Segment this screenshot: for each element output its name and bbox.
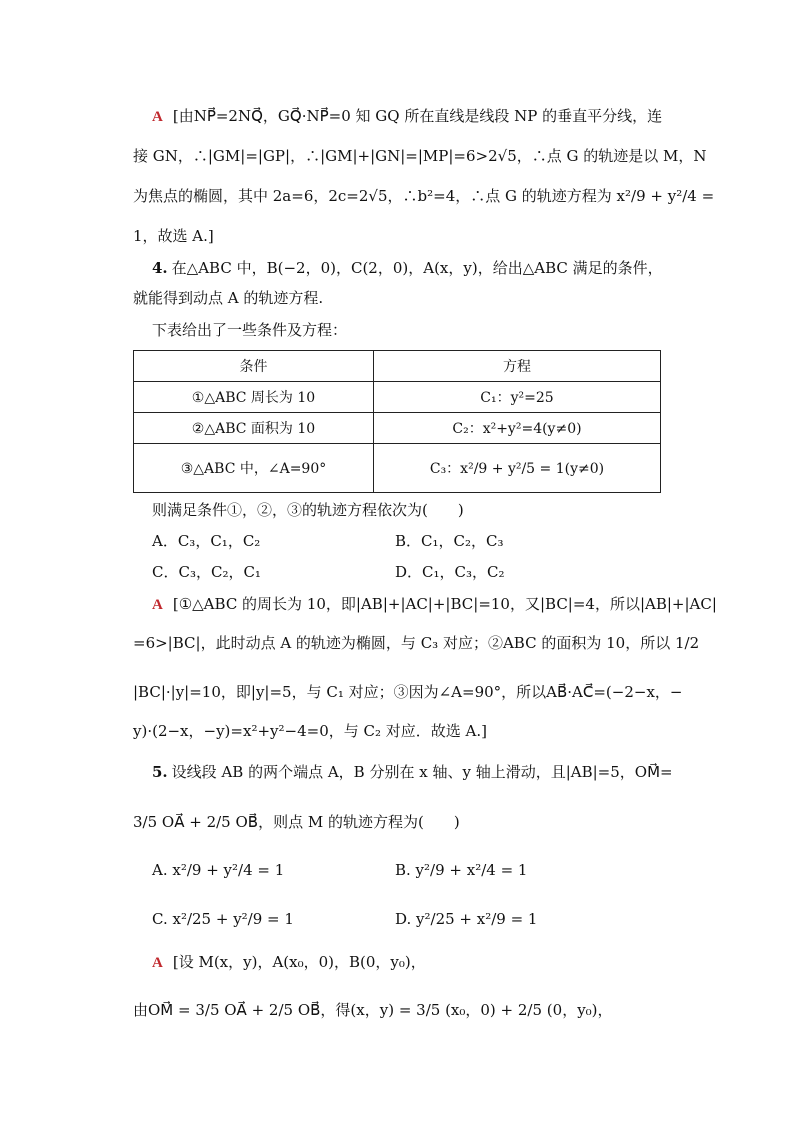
solution4-line4: y)·(2−x，−y)=x²+y²−4=0，与 C₂ 对应．故选 A.]	[133, 722, 487, 740]
question4-stem-line2: 就能得到动点 A 的轨迹方程.	[133, 289, 324, 307]
question-number: 5.	[152, 763, 168, 781]
solution3-line2: 接 GN，∴|GM|=|GP|，∴|GM|+|GN|=|MP|=6>2√5，∴点 G 的轨迹是以 M，N	[133, 147, 707, 165]
solution4-line2: =6>|BC|，此时动点 A 的轨迹为椭圆，与 C₃ 对应；②ABC 的面积为 10，所以 1/2	[133, 634, 700, 652]
table-cell: C₁：y²=25	[373, 382, 660, 413]
option-d[interactable]: D．C₁，C₃，C₂	[395, 563, 505, 581]
table-intro: 下表给出了一些条件及方程：	[152, 321, 348, 339]
solution4-line3: |BC|·|y|=10，即|y|=5，与 C₁ 对应；③因为∠A=90°，所以AB⃗·AC⃗=(−2−x，−	[133, 683, 683, 701]
solution5-line2: 由OM⃗ = 3/5 OA⃗ + 2/5 OB⃗，得(x，y) = 3/5 (x₀，0) + 2/5 (0，y₀)，	[133, 1001, 613, 1019]
option-c[interactable]: C. x²/25 + y²/9 = 1	[152, 910, 294, 928]
table-header-cell: 条件	[134, 351, 374, 382]
solution3-line3: 为焦点的椭圆，其中 2a=6，2c=2√5，∴b²=4，∴点 G 的轨迹方程为 x²/9 + y²/4 =	[133, 187, 715, 205]
answer-letter: A	[152, 955, 163, 971]
table-header-cell: 方程	[373, 351, 660, 382]
table-cell: ②△ABC 面积为 10	[134, 413, 374, 444]
conditions-table	[133, 350, 661, 493]
solution3-line4: 1，故选 A.]	[133, 227, 214, 245]
option-a[interactable]: A. x²/9 + y²/4 = 1	[152, 861, 285, 879]
table-row	[134, 444, 661, 493]
table-cell: C₃：x²/9 + y²/5 = 1(y≠0)	[373, 444, 660, 493]
question5-stem-line2: 3/5 OA⃗ + 2/5 OB⃗，则点 M 的轨迹方程为( )	[133, 813, 460, 831]
question4-stem-line1: 4. 在△ABC 中，B(−2，0)，C(2，0)，A(x，y)，给出△ABC 满足的条件，	[152, 259, 663, 277]
table-cell: ③△ABC 中，∠A=90°	[134, 444, 374, 493]
option-b[interactable]: B．C₁，C₂，C₃	[395, 532, 504, 550]
option-d[interactable]: D. y²/25 + x²/9 = 1	[395, 910, 538, 928]
option-b[interactable]: B. y²/9 + x²/4 = 1	[395, 861, 528, 879]
solution4-line1: A [①△ABC 的周长为 10，即|AB|+|AC|+|BC|=10，又|BC|=4，所以|AB|+|AC|	[152, 595, 717, 613]
table-row	[134, 413, 661, 444]
question5-stem-line1: 5. 设线段 AB 的两个端点 A，B 分别在 x 轴、y 轴上滑动，且|AB|=5，OM⃗=	[152, 763, 673, 781]
solution3-line1: A [由NP⃗=2NQ⃗，GQ⃗·NP⃗=0 知 GQ 所在直线是线段 NP 的垂直平分线，连	[152, 107, 663, 125]
solution5-line1: A [设 M(x，y)，A(x₀，0)，B(0，y₀)，	[152, 953, 426, 971]
option-a[interactable]: A．C₃，C₁，C₂	[152, 532, 261, 550]
table-cell: ①△ABC 周长为 10	[134, 382, 374, 413]
answer-letter: A	[152, 109, 163, 125]
table-row	[134, 382, 661, 413]
answer-letter: A	[152, 597, 163, 613]
question-number: 4.	[152, 259, 168, 277]
option-c[interactable]: C．C₃，C₂，C₁	[152, 563, 261, 581]
question4-prompt: 则满足条件①，②，③的轨迹方程依次为( )	[152, 501, 464, 519]
table-header-row	[134, 351, 661, 382]
table-cell: C₂：x²+y²=4(y≠0)	[373, 413, 660, 444]
